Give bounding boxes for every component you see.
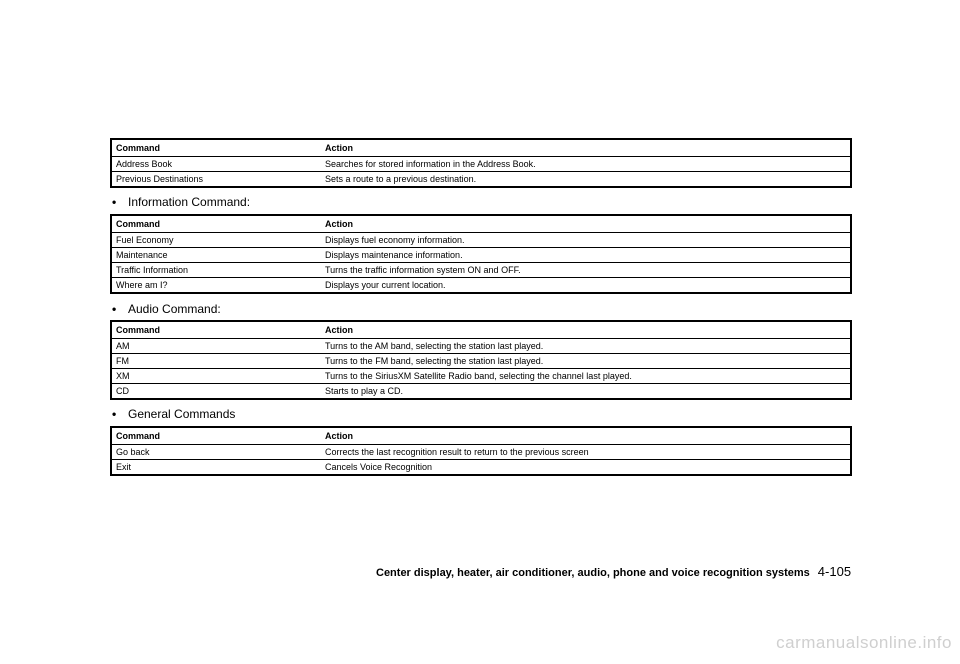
- command-cell: AM: [111, 339, 321, 354]
- bullet-icon: •: [112, 195, 117, 209]
- watermark: carmanualsonline.info: [776, 633, 952, 652]
- action-cell: Cancels Voice Recognition: [325, 462, 433, 472]
- navigation-command-table: [110, 138, 852, 188]
- table-row: [111, 339, 851, 354]
- heading-label: Information Command:: [128, 195, 251, 209]
- command-cell: Maintenance: [111, 248, 321, 263]
- general-command-table: [110, 426, 852, 476]
- command-cell: XM: [111, 369, 321, 384]
- audio-command-heading: [112, 302, 221, 316]
- command-cell: Previous Destinations: [116, 174, 204, 184]
- action-cell: Displays your current location.: [325, 280, 446, 290]
- command-cell: CD: [116, 386, 129, 396]
- table-row: [111, 354, 851, 369]
- page-footer: [376, 565, 851, 580]
- table-header-row: [111, 427, 851, 445]
- command-column-header: Command: [111, 215, 321, 233]
- action-cell: Corrects the last recognition result to return to the previous screen: [321, 445, 851, 460]
- table-row: [111, 248, 851, 263]
- table-row: [111, 445, 851, 460]
- action-cell: Turns the traffic information system ON and OFF.: [321, 263, 851, 278]
- table-row: [111, 157, 851, 172]
- general-commands-heading: [112, 407, 235, 421]
- action-cell: Turns to the AM band, selecting the station last played.: [321, 339, 851, 354]
- action-cell: Sets a route to a previous destination.: [325, 174, 477, 184]
- table-header-row: [111, 215, 851, 233]
- action-column-header: Action: [321, 139, 851, 157]
- action-cell: Turns to the FM band, selecting the station last played.: [321, 354, 851, 369]
- command-cell: FM: [111, 354, 321, 369]
- audio-command-table: [110, 320, 852, 400]
- table-row: [111, 384, 851, 400]
- command-cell: Fuel Economy: [111, 233, 321, 248]
- section-title: Center display, heater, air conditioner, audio, phone and voice recognition systems: [376, 567, 810, 579]
- action-cell: Turns to the SiriusXM Satellite Radio band, selecting the channel last played.: [321, 369, 851, 384]
- command-cell: Go back: [111, 445, 321, 460]
- table-row: [111, 278, 851, 294]
- command-column-header: Command: [111, 139, 321, 157]
- table-row: [111, 460, 851, 476]
- bullet-icon: •: [112, 407, 117, 421]
- information-command-heading: [112, 195, 250, 209]
- bullet-icon: •: [112, 302, 117, 316]
- action-column-header: Action: [321, 215, 851, 233]
- action-cell: Starts to play a CD.: [325, 386, 404, 396]
- command-cell: Traffic Information: [111, 263, 321, 278]
- action-column-header: Action: [321, 427, 851, 445]
- information-command-table: [110, 214, 852, 294]
- heading-label: General Commands: [128, 407, 236, 421]
- action-cell: Displays maintenance information.: [321, 248, 851, 263]
- table-row: [111, 172, 851, 188]
- action-cell: Displays fuel economy information.: [321, 233, 851, 248]
- command-column-header: Command: [111, 321, 321, 339]
- page-number: 4-105: [817, 564, 852, 579]
- action-cell: Searches for stored information in the Address Book.: [321, 157, 851, 172]
- table-header-row: [111, 321, 851, 339]
- command-cell: Where am I?: [116, 280, 168, 290]
- action-column-header: Action: [321, 321, 851, 339]
- command-column-header: Command: [111, 427, 321, 445]
- table-header-row: [111, 139, 851, 157]
- table-row: [111, 233, 851, 248]
- command-cell: Address Book: [111, 157, 321, 172]
- table-row: [111, 369, 851, 384]
- command-cell: Exit: [116, 462, 132, 472]
- heading-label: Audio Command:: [128, 302, 221, 316]
- table-row: [111, 263, 851, 278]
